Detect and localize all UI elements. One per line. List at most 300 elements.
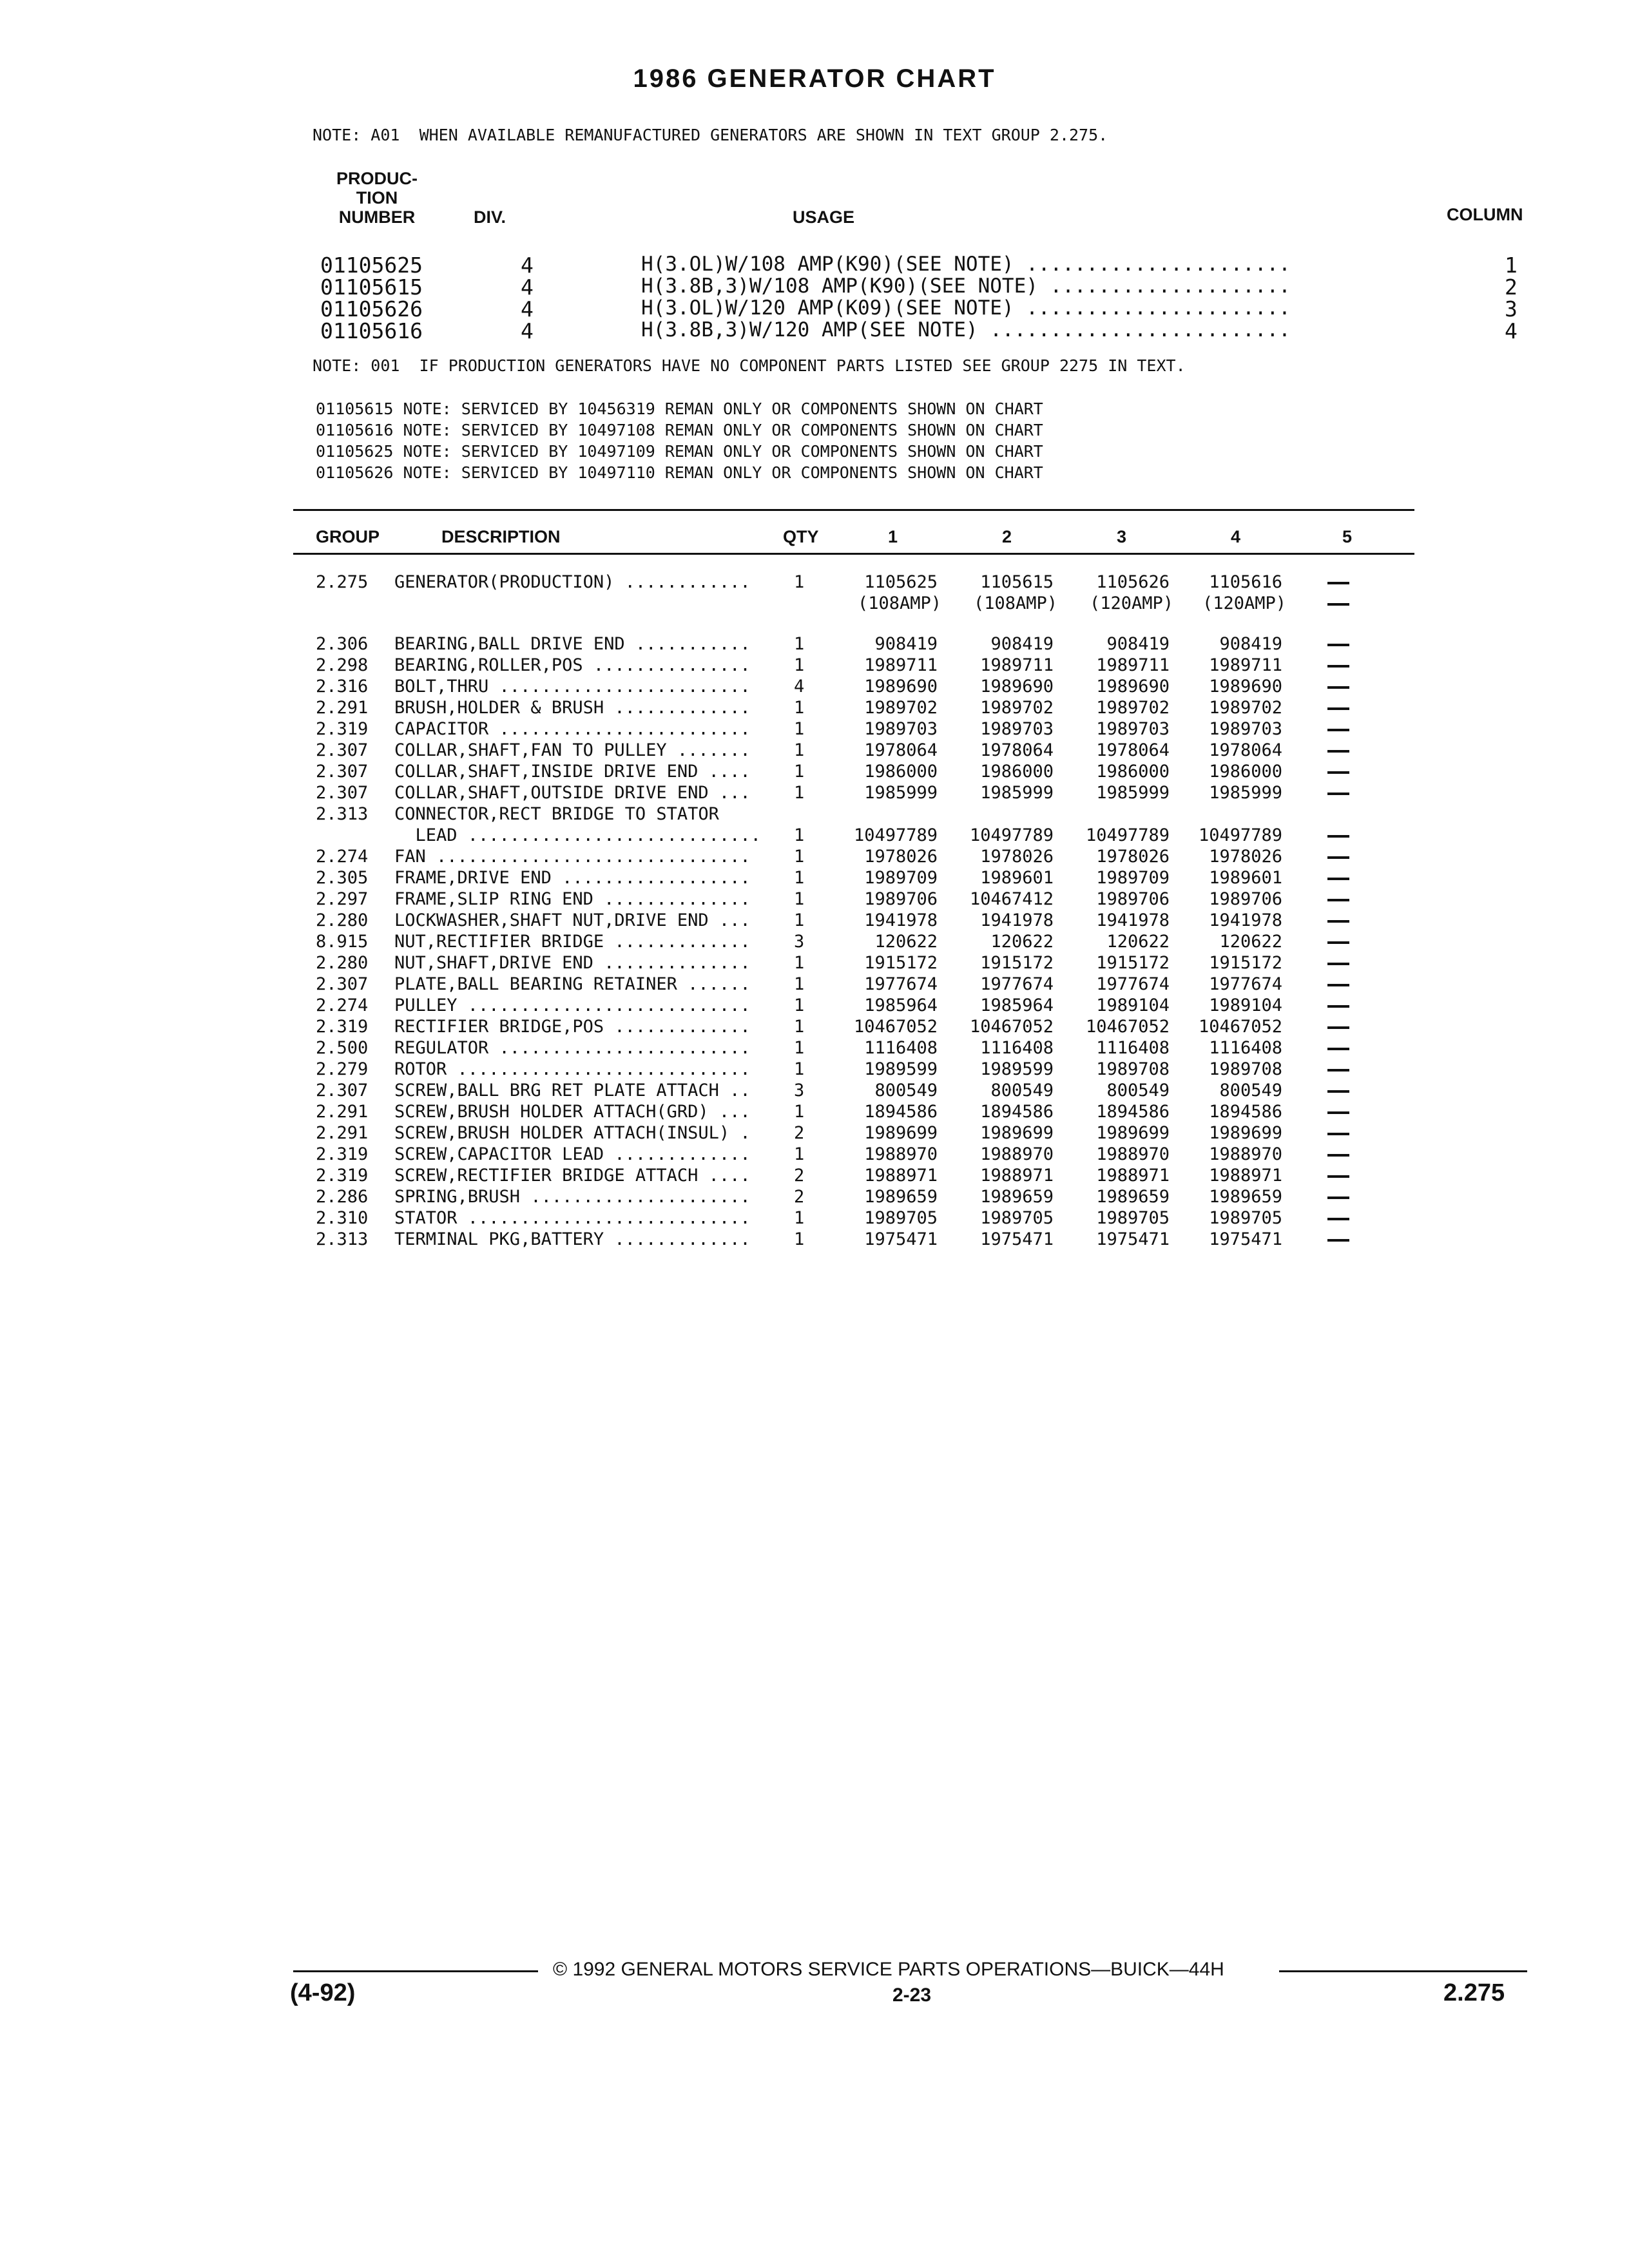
part-number-col2: 1989711 [980,655,1054,675]
part-number-col1: 1989711 [864,655,938,675]
part-number-col2: 1975471 [980,1229,1054,1249]
amp-rating-col3: (120AMP) [1089,593,1173,613]
table-row [0,572,1629,593]
part-number-col4: 1989659 [1209,1187,1282,1207]
description-cell: BOLT,THRU ........................ [394,677,751,697]
description-cell: LEAD ............................ [394,825,761,845]
service-note: 01105616 NOTE: SERVICED BY 10497108 REMAN ONLY OR COMPONENTS SHOWN ON CHART [316,421,1043,439]
group-cell: 2.319 [316,719,369,739]
part-number-col3: 10497789 [1085,825,1170,845]
qty-cell: 3 [794,932,805,952]
part-number-col1: 1915172 [864,953,938,973]
production-div: 4 [521,274,534,300]
column-5-dash [1327,899,1349,901]
qty-cell: 1 [794,868,805,888]
part-number-col4: 1975471 [1209,1229,1282,1249]
table-row [0,1038,1629,1059]
part-number-col4: 1989104 [1209,995,1282,1015]
column-5-dash [1327,1005,1349,1008]
qty-cell: 1 [794,1059,805,1079]
group-cell: 2.307 [316,1081,369,1100]
group-cell: 2.280 [316,953,369,973]
production-row [0,274,1629,300]
production-usage: H(3.OL)W/108 AMP(K90)(SEE NOTE) ...................... [641,253,1291,276]
qty-cell: 1 [794,953,805,973]
table-row [0,868,1629,889]
part-number-col4: 1989708 [1209,1059,1282,1079]
part-number-col4: 1105616 [1209,572,1282,592]
part-number-col4: 10497789 [1198,825,1282,845]
description-cell: STATOR ........................... [394,1208,751,1228]
table-row [0,804,1629,825]
part-number-col1: 1986000 [864,762,938,782]
table-header-rule [293,553,1414,555]
part-number-col2: 1989703 [980,719,1054,739]
part-number-col4: 1988971 [1209,1166,1282,1186]
part-number-col3: 1985999 [1096,783,1170,803]
table-row [0,910,1629,932]
part-number-col1: 1988970 [864,1144,938,1164]
part-number-col2: 1977674 [980,974,1054,994]
description-cell: COLLAR,SHAFT,FAN TO PULLEY ....... [394,740,751,760]
part-number-col4: 1978064 [1209,740,1282,760]
part-number-col1: 1988971 [864,1166,938,1186]
amp-rating-col4: (120AMP) [1202,593,1286,613]
part-number-col2: 1116408 [980,1038,1054,1058]
part-number-col2: 908419 [990,634,1054,654]
description-cell: NUT,SHAFT,DRIVE END .............. [394,953,751,973]
description-cell: TERMINAL PKG,BATTERY ............. [394,1229,751,1249]
part-number-col2: 1941978 [980,910,1054,930]
part-number-col2: 1989705 [980,1208,1054,1228]
column-4-header: 4 [1231,527,1241,546]
description-cell: PULLEY ........................... [394,995,751,1015]
part-number-col3: 1978064 [1096,740,1170,760]
column-5-dash [1327,835,1349,838]
table-row [0,719,1629,740]
part-number-col4: 1116408 [1209,1038,1282,1058]
qty-cell: 1 [794,740,805,760]
qty-cell: 1 [794,698,805,718]
production-row [0,318,1629,343]
column-5-dash [1327,793,1349,795]
table-row [0,995,1629,1017]
part-number-col1: 10497789 [853,825,938,845]
part-number-col3: 1989699 [1096,1123,1170,1143]
part-number-col3: 1989705 [1096,1208,1170,1228]
description-cell: SCREW,BRUSH HOLDER ATTACH(INSUL) . [394,1123,751,1143]
part-number-col2: 1989599 [980,1059,1054,1079]
qty-cell: 1 [794,1102,805,1122]
production-column: 4 [1505,318,1518,343]
column-5-dash [1327,686,1349,689]
part-number-col3: 1989690 [1096,677,1170,697]
part-number-col2: 1988971 [980,1166,1054,1186]
part-number-col2: 1985964 [980,995,1054,1015]
part-number-col4: 1977674 [1209,974,1282,994]
description-cell: ROTOR ............................ [394,1059,751,1079]
table-row [0,698,1629,719]
description-cell: LOCKWASHER,SHAFT NUT,DRIVE END ... [394,910,751,930]
column-5-dash [1327,582,1349,584]
part-number-col2: 1988970 [980,1144,1054,1164]
group-cell: 2.307 [316,974,369,994]
part-number-col4: 1894586 [1209,1102,1282,1122]
copyright-line: © 1992 GENERAL MOTORS SERVICE PARTS OPERATIONS—BUICK—44H [553,1959,1224,1980]
group-cell: 2.319 [316,1166,369,1186]
part-number-col3: 1915172 [1096,953,1170,973]
part-number-col3: 1989659 [1096,1187,1170,1207]
column-5-dash [1327,750,1349,753]
qty-header: QTY [783,527,819,546]
revision-date: (4-92) [290,1979,356,2006]
description-cell: FRAME,DRIVE END .................. [394,868,751,888]
production-number: 01105625 [320,253,423,278]
description-cell: COLLAR,SHAFT,OUTSIDE DRIVE END ... [394,783,751,803]
usage-header: USAGE [793,207,855,227]
table-top-rule [293,509,1414,511]
part-number-col1: 800549 [874,1081,938,1100]
part-number-col2: 1986000 [980,762,1054,782]
qty-cell: 1 [794,634,805,654]
part-number-col1: 1975471 [864,1229,938,1249]
description-cell: BRUSH,HOLDER & BRUSH ............. [394,698,751,718]
note-a01: NOTE: A01 WHEN AVAILABLE REMANUFACTURED GENERATORS ARE SHOWN IN TEXT GROUP 2.275. [313,126,1108,144]
table-row-sub [0,593,1629,615]
group-cell: 2.307 [316,762,369,782]
part-number-col1: 1989709 [864,868,938,888]
part-number-col4: 1989699 [1209,1123,1282,1143]
production-usage: H(3.OL)W/120 AMP(K09)(SEE NOTE) ...................... [641,296,1291,320]
qty-cell: 1 [794,572,805,592]
service-note: 01105626 NOTE: SERVICED BY 10497110 REMAN ONLY OR COMPONENTS SHOWN ON CHART [316,463,1043,482]
div-header: DIV. [474,207,506,227]
part-number-col4: 1941978 [1209,910,1282,930]
section-number: 2.275 [1443,1979,1505,2006]
table-row [0,847,1629,868]
amp-rating-col2: (108AMP) [973,593,1057,613]
column-5-dash [1327,1090,1349,1093]
group-cell: 2.316 [316,677,369,697]
production-number: 01105626 [320,296,423,322]
part-number-col1: 1978026 [864,847,938,867]
part-number-col2: 1105615 [980,572,1054,592]
group-cell: 2.275 [316,572,369,592]
part-number-col3: 1986000 [1096,762,1170,782]
part-number-col1: 908419 [874,634,938,654]
qty-cell: 1 [794,889,805,909]
production-number: 01105616 [320,318,423,343]
part-number-col3: 1116408 [1096,1038,1170,1058]
group-cell: 8.915 [316,932,369,952]
part-number-col1: 1116408 [864,1038,938,1058]
part-number-col1: 1989702 [864,698,938,718]
part-number-col3: 1989703 [1096,719,1170,739]
part-number-col4: 1989706 [1209,889,1282,909]
column-header: COLUMN [1447,205,1523,224]
part-number-col3: 800549 [1106,1081,1170,1100]
column-5-dash [1327,1111,1349,1114]
qty-cell: 1 [794,783,805,803]
part-number-col4: 1915172 [1209,953,1282,973]
table-row [0,1144,1629,1166]
page-number: 2-23 [892,1984,932,2006]
description-cell: SCREW,BRUSH HOLDER ATTACH(GRD) ... [394,1102,751,1122]
part-number-col3: 1105626 [1096,572,1170,592]
qty-cell: 1 [794,974,805,994]
description-cell: GENERATOR(PRODUCTION) ............ [394,572,751,592]
column-5-dash [1327,941,1349,944]
part-number-col2: 10467052 [969,1017,1054,1037]
part-number-col2: 120622 [990,932,1054,952]
table-row [0,677,1629,698]
part-number-col3: 1988971 [1096,1166,1170,1186]
group-cell: 2.298 [316,655,369,675]
group-cell: 2.280 [316,910,369,930]
group-cell: 2.319 [316,1144,369,1164]
column-5-dash [1327,665,1349,668]
part-number-col2: 10497789 [969,825,1054,845]
production-number-header: PRODUC- TION NUMBER [336,169,418,227]
column-5-dash [1327,729,1349,731]
description-cell: SPRING,BRUSH ..................... [394,1187,751,1207]
service-note: 01105625 NOTE: SERVICED BY 10497109 REMAN ONLY OR COMPONENTS SHOWN ON CHART [316,442,1043,461]
qty-cell: 1 [794,1229,805,1249]
part-number-col1: 1989699 [864,1123,938,1143]
part-number-col1: 120622 [874,932,938,952]
qty-cell: 1 [794,847,805,867]
table-row [0,762,1629,783]
qty-cell: 4 [794,677,805,697]
qty-cell: 2 [794,1123,805,1143]
description-cell: PLATE,BALL BEARING RETAINER ...... [394,974,751,994]
part-number-col3: 1975471 [1096,1229,1170,1249]
part-number-col1: 1105625 [864,572,938,592]
qty-cell: 1 [794,655,805,675]
part-number-col4: 908419 [1219,634,1282,654]
description-cell: CONNECTOR,RECT BRIDGE TO STATOR [394,804,719,824]
description-cell: FRAME,SLIP RING END .............. [394,889,751,909]
part-number-col4: 1986000 [1209,762,1282,782]
table-row [0,1081,1629,1102]
part-number-col4: 10467052 [1198,1017,1282,1037]
qty-cell: 1 [794,910,805,930]
table-row [0,1123,1629,1144]
part-number-col4: 1989703 [1209,719,1282,739]
part-number-col1: 1989599 [864,1059,938,1079]
part-number-col4: 1978026 [1209,847,1282,867]
part-number-col1: 1985964 [864,995,938,1015]
part-number-col2: 1989690 [980,677,1054,697]
column-5-dash [1327,1175,1349,1178]
column-5-dash [1327,707,1349,710]
description-cell: CAPACITOR ........................ [394,719,751,739]
group-cell: 2.319 [316,1017,369,1037]
table-row [0,932,1629,953]
table-row [0,1102,1629,1123]
column-5-dash [1327,984,1349,986]
part-number-col1: 1977674 [864,974,938,994]
table-row [0,825,1629,847]
qty-cell: 1 [794,762,805,782]
table-row [0,1017,1629,1038]
description-cell: SCREW,RECTIFIER BRIDGE ATTACH .... [394,1166,751,1186]
description-cell: FAN .............................. [394,847,751,867]
column-5-dash [1327,1048,1349,1050]
part-number-col3: 10467052 [1085,1017,1170,1037]
column-5-dash [1327,1069,1349,1072]
part-number-col2: 1978026 [980,847,1054,867]
note-001: NOTE: 001 IF PRODUCTION GENERATORS HAVE NO COMPONENT PARTS LISTED SEE GROUP 2275 IN TEXT. [313,356,1186,375]
part-number-col2: 1989659 [980,1187,1054,1207]
part-number-col1: 1894586 [864,1102,938,1122]
part-number-col3: 1988970 [1096,1144,1170,1164]
part-number-col3: 1941978 [1096,910,1170,930]
table-row [0,655,1629,677]
column-5-dash [1327,1196,1349,1199]
part-number-col3: 1989708 [1096,1059,1170,1079]
group-cell: 2.313 [316,1229,369,1249]
part-number-col1: 1978064 [864,740,938,760]
part-number-col3: 1989104 [1096,995,1170,1015]
column-5-dash [1327,920,1349,923]
part-number-col2: 1985999 [980,783,1054,803]
part-number-col2: 1894586 [980,1102,1054,1122]
qty-cell: 1 [794,1017,805,1037]
group-cell: 2.310 [316,1208,369,1228]
column-5-dash [1327,603,1349,606]
column-5-dash [1327,1218,1349,1220]
table-row [0,1208,1629,1229]
column-5-dash [1327,644,1349,646]
qty-cell: 1 [794,1208,805,1228]
qty-cell: 1 [794,1038,805,1058]
group-cell: 2.286 [316,1187,369,1207]
group-cell: 2.279 [316,1059,369,1079]
table-row [0,1166,1629,1187]
group-cell: 2.500 [316,1038,369,1058]
description-cell: SCREW,BALL BRG RET PLATE ATTACH .. [394,1081,751,1100]
group-cell: 2.274 [316,847,369,867]
group-cell: 2.297 [316,889,369,909]
part-number-col4: 120622 [1219,932,1282,952]
qty-cell: 2 [794,1187,805,1207]
part-number-col2: 1989601 [980,868,1054,888]
production-column: 2 [1505,274,1518,300]
part-number-col4: 1989711 [1209,655,1282,675]
column-2-header: 2 [1002,527,1012,546]
column-5-dash [1327,1026,1349,1029]
footer-rule-right [1279,1970,1527,1972]
part-number-col3: 1989709 [1096,868,1170,888]
production-column: 1 [1505,253,1518,278]
description-cell: RECTIFIER BRIDGE,POS ............. [394,1017,751,1037]
part-number-col1: 1989690 [864,677,938,697]
column-1-header: 1 [888,527,898,546]
part-number-col2: 1989699 [980,1123,1054,1143]
description-cell: BEARING,BALL DRIVE END ........... [394,634,751,654]
qty-cell: 1 [794,995,805,1015]
description-cell: REGULATOR ........................ [394,1038,751,1058]
column-5-dash [1327,771,1349,774]
qty-cell: 1 [794,1144,805,1164]
part-number-col3: 1977674 [1096,974,1170,994]
group-cell: 2.306 [316,634,369,654]
footer-rule-left [293,1970,538,1972]
page-title: 1986 GENERATOR CHART [633,64,996,93]
group-cell: 2.274 [316,995,369,1015]
part-number-col3: 1989702 [1096,698,1170,718]
part-number-col1: 1989706 [864,889,938,909]
part-number-col2: 10467412 [969,889,1054,909]
production-div: 4 [521,296,534,322]
group-cell: 2.313 [316,804,369,824]
group-cell: 2.291 [316,1123,369,1143]
part-number-col4: 1985999 [1209,783,1282,803]
part-number-col2: 800549 [990,1081,1054,1100]
part-number-col4: 800549 [1219,1081,1282,1100]
production-row [0,253,1629,278]
part-number-col2: 1978064 [980,740,1054,760]
column-5-dash [1327,1154,1349,1157]
production-column: 3 [1505,296,1518,322]
part-number-col3: 1894586 [1096,1102,1170,1122]
column-5-dash [1327,856,1349,859]
part-number-col4: 1989601 [1209,868,1282,888]
part-number-col1: 1989659 [864,1187,938,1207]
table-row [0,783,1629,804]
table-row [0,953,1629,974]
table-row [0,1229,1629,1251]
production-usage: H(3.8B,3)W/120 AMP(SEE NOTE) ......................... [641,318,1291,341]
column-5-dash [1327,1239,1349,1242]
amp-rating-col1: (108AMP) [857,593,941,613]
part-number-col1: 10467052 [853,1017,938,1037]
qty-cell: 2 [794,1166,805,1186]
description-cell: BEARING,ROLLER,POS ............... [394,655,751,675]
part-number-col4: 1989702 [1209,698,1282,718]
table-row [0,889,1629,910]
part-number-col2: 1915172 [980,953,1054,973]
production-row [0,296,1629,322]
part-number-col4: 1989705 [1209,1208,1282,1228]
production-div: 4 [521,318,534,343]
part-number-col2: 1989702 [980,698,1054,718]
description-header: DESCRIPTION [441,527,561,546]
group-cell: 2.305 [316,868,369,888]
description-cell: NUT,RECTIFIER BRIDGE ............. [394,932,751,952]
column-5-dash [1327,878,1349,880]
column-5-header: 5 [1342,527,1353,546]
part-number-col1: 1941978 [864,910,938,930]
description-cell: COLLAR,SHAFT,INSIDE DRIVE END .... [394,762,751,782]
qty-cell: 3 [794,1081,805,1100]
part-number-col1: 1989705 [864,1208,938,1228]
description-cell: SCREW,CAPACITOR LEAD ............. [394,1144,751,1164]
part-number-col1: 1989703 [864,719,938,739]
part-number-col4: 1989690 [1209,677,1282,697]
service-note: 01105615 NOTE: SERVICED BY 10456319 REMAN ONLY OR COMPONENTS SHOWN ON CHART [316,399,1043,418]
part-number-col4: 1988970 [1209,1144,1282,1164]
column-5-dash [1327,963,1349,965]
production-number: 01105615 [320,274,423,300]
table-row [0,740,1629,762]
column-3-header: 3 [1117,527,1127,546]
table-row [0,634,1629,655]
group-cell: 2.307 [316,783,369,803]
table-row [0,974,1629,995]
part-number-col3: 120622 [1106,932,1170,952]
